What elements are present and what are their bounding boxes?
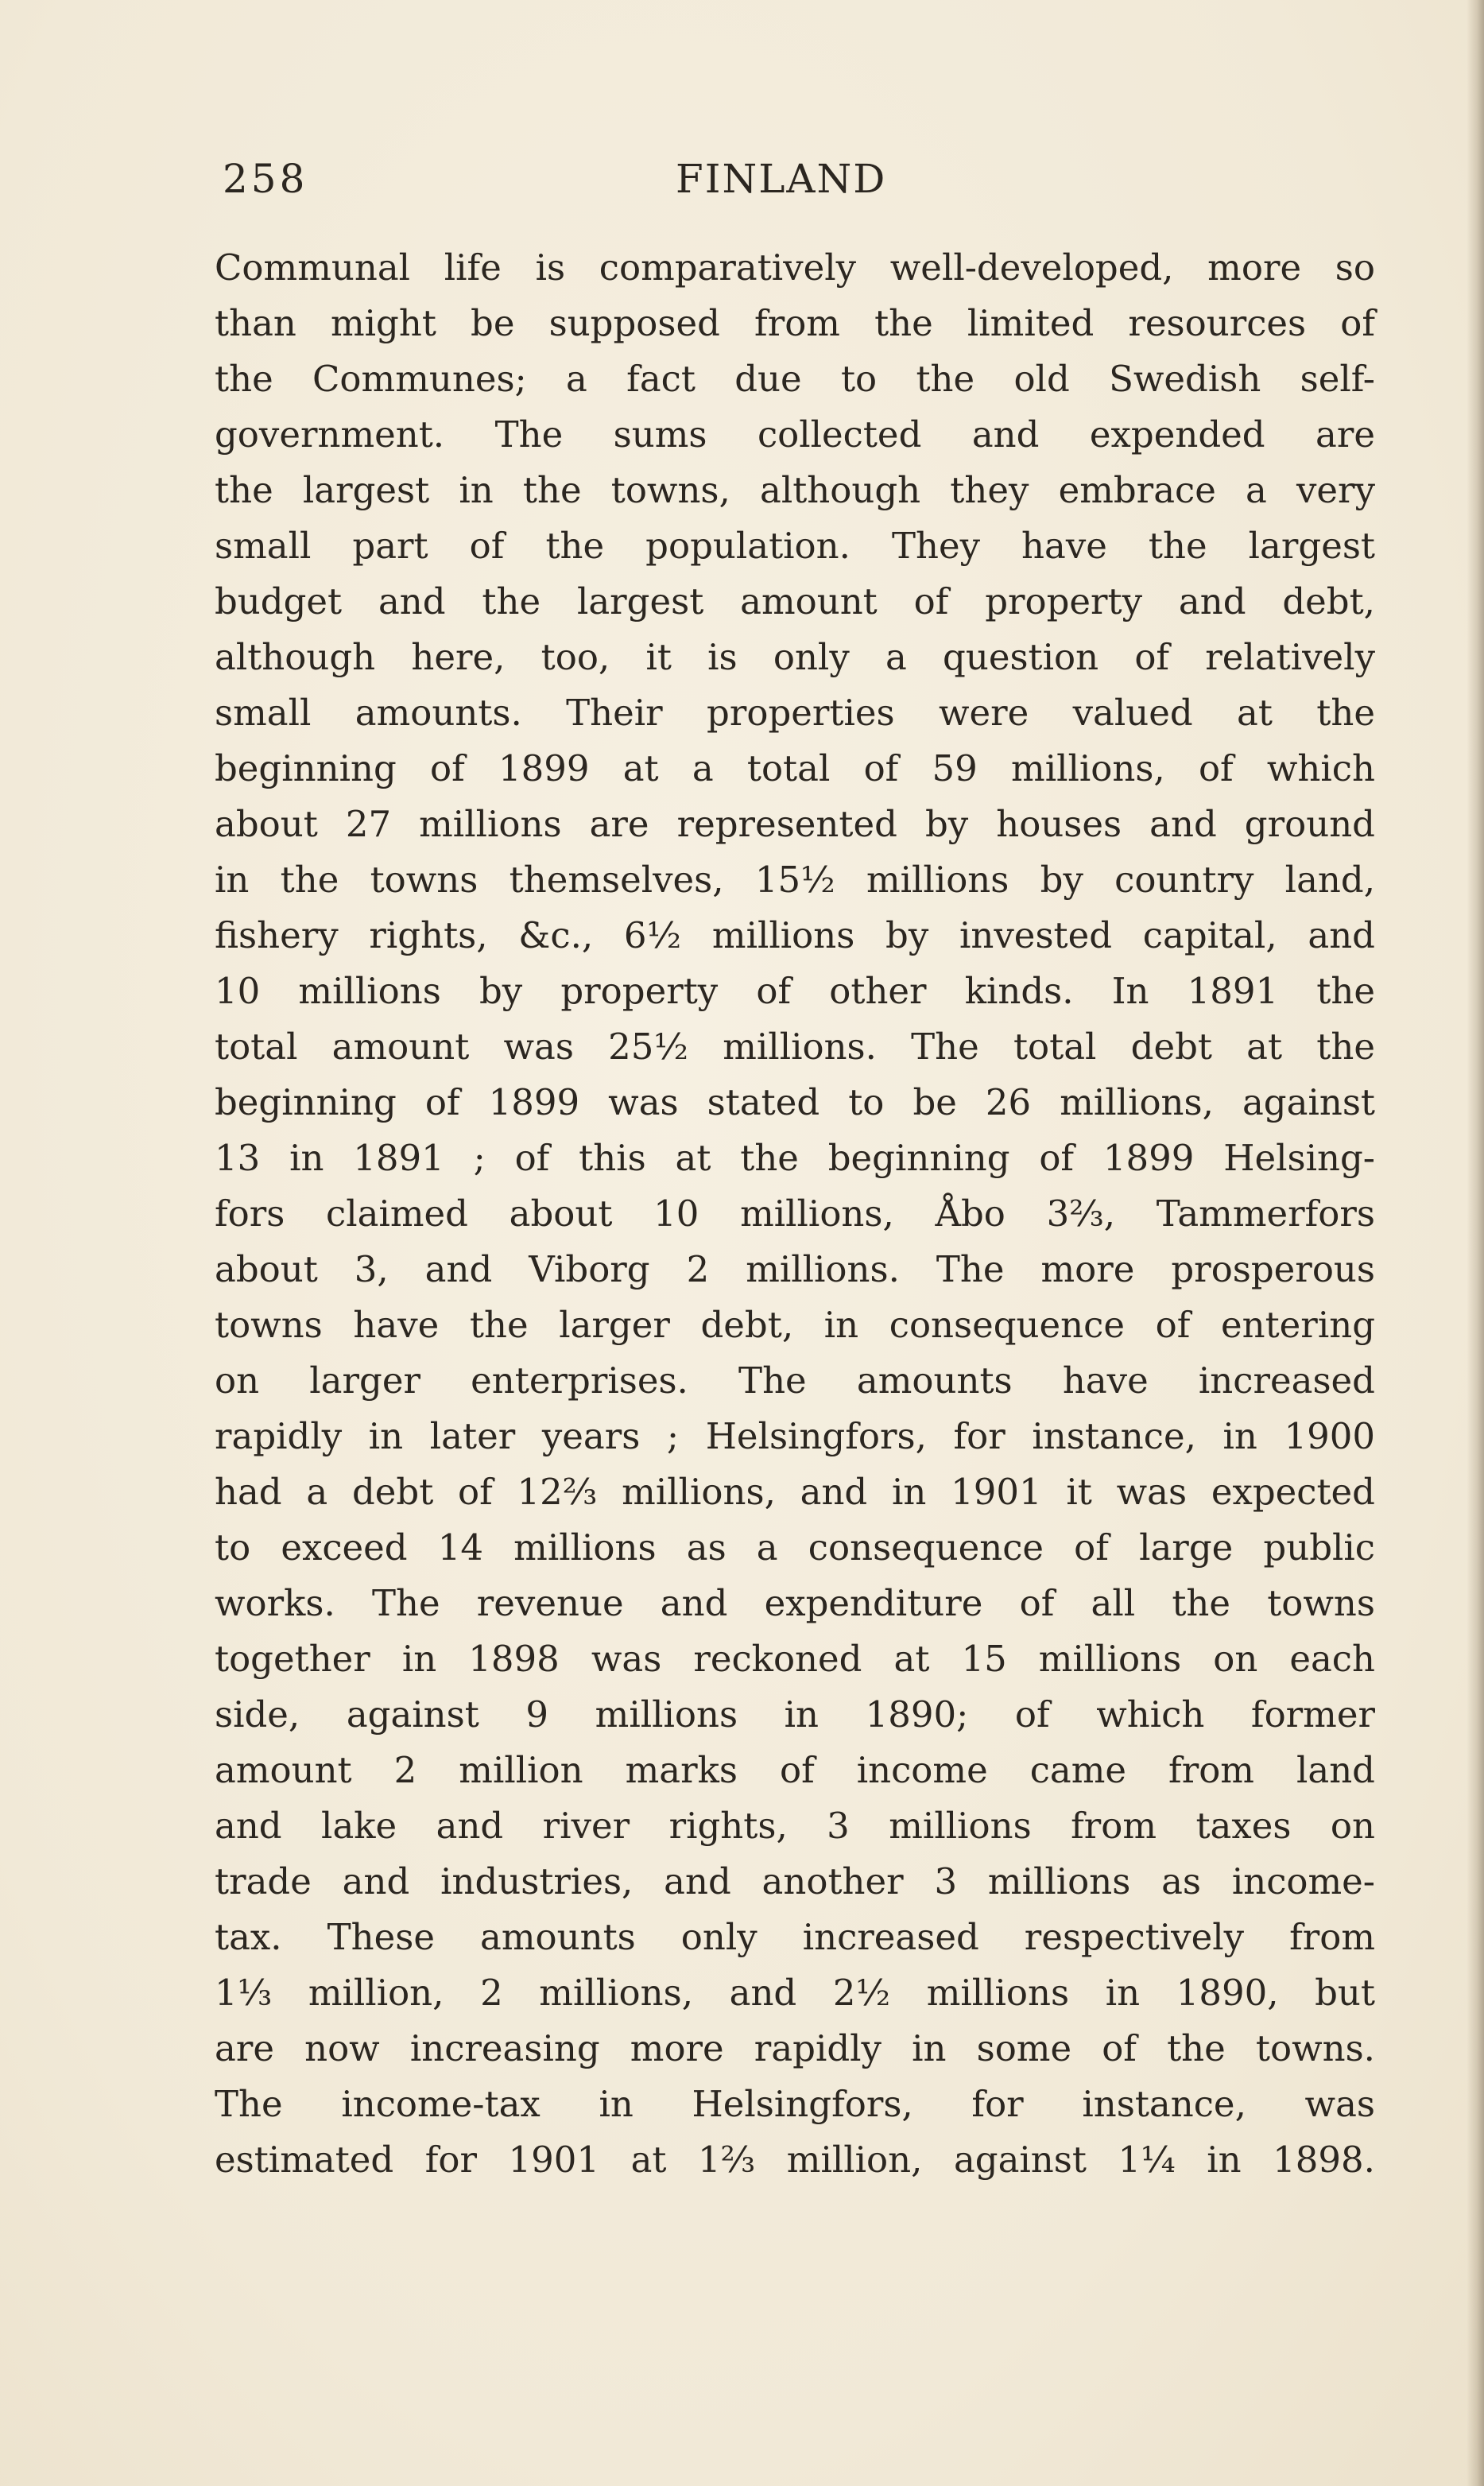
text-line: works. The revenue and expenditure of all the towns xyxy=(215,1582,1375,1624)
text-line: had a debt of 12⅔ millions, and in 1901 it was expected xyxy=(215,1471,1375,1513)
text-line: small part of the population. They have the largest xyxy=(215,525,1375,567)
text-line: about 3, and Viborg 2 millions. The more prosperous xyxy=(215,1248,1375,1290)
text-line: 10 millions by property of other kinds. In 1891 the xyxy=(215,970,1375,1012)
page-number: 258 xyxy=(223,156,308,202)
text-line: budget and the largest amount of property and debt, xyxy=(215,580,1375,622)
text-line: Communal life is comparatively well-developed, more so xyxy=(215,246,1375,289)
text-line: in the towns themselves, 15½ millions by country land, xyxy=(215,859,1375,901)
text-line: tax. These amounts only increased respectively from xyxy=(215,1916,1375,1958)
text-line: amount 2 million marks of income came from land xyxy=(215,1749,1375,1791)
text-line: side, against 9 millions in 1890; of which former xyxy=(215,1693,1375,1736)
page-header xyxy=(0,151,1484,207)
text-line: towns have the larger debt, in consequence of entering xyxy=(215,1304,1375,1346)
text-line: beginning of 1899 at a total of 59 millions, of which xyxy=(215,747,1375,789)
text-line: on larger enterprises. The amounts have increased xyxy=(215,1359,1375,1402)
text-line: beginning of 1899 was stated to be 26 millions, against xyxy=(215,1081,1375,1123)
text-line: small amounts. Their properties were valued at the xyxy=(215,692,1375,734)
running-title: FINLAND xyxy=(676,156,887,202)
text-line: to exceed 14 millions as a consequence of large public xyxy=(215,1526,1375,1569)
text-line: rapidly in later years ; Helsingfors, for instance, in 1900 xyxy=(215,1415,1375,1457)
text-line: about 27 millions are represented by houses and ground xyxy=(215,803,1375,845)
text-line: are now increasing more rapidly in some of the towns. xyxy=(215,2027,1375,2069)
text-line: the largest in the towns, although they embrace a very xyxy=(215,469,1375,511)
text-line: fors claimed about 10 millions, Åbo 3⅔, Tammerfors xyxy=(215,1193,1375,1235)
text-line: the Communes; a fact due to the old Swedish self- xyxy=(215,358,1375,400)
text-line: and lake and river rights, 3 millions from taxes on xyxy=(215,1805,1375,1847)
text-line: total amount was 25½ millions. The total debt at the xyxy=(215,1026,1375,1068)
text-line: together in 1898 was reckoned at 15 millions on each xyxy=(215,1638,1375,1680)
text-line: 1⅓ million, 2 millions, and 2½ millions in 1890, but xyxy=(215,1972,1375,2014)
text-line: trade and industries, and another 3 millions as income- xyxy=(215,1860,1375,1902)
paragraph xyxy=(215,240,1375,2188)
text-line: government. The sums collected and expended are xyxy=(215,413,1375,456)
text-line: than might be supposed from the limited resources of xyxy=(215,302,1375,344)
text-line: The income-tax in Helsingfors, for instance, was xyxy=(215,2083,1375,2125)
text-line: 13 in 1891 ; of this at the beginning of 1899 Helsing- xyxy=(215,1137,1375,1179)
text-line: although here, too, it is only a question of relatively xyxy=(215,636,1375,678)
text-line: fishery rights, &c., 6½ millions by invested capital, and xyxy=(215,914,1375,956)
text-line: estimated for 1901 at 1⅔ million, against 1¼ in 1898. xyxy=(215,2139,1375,2181)
page-edge-shadow xyxy=(1467,0,1484,2486)
